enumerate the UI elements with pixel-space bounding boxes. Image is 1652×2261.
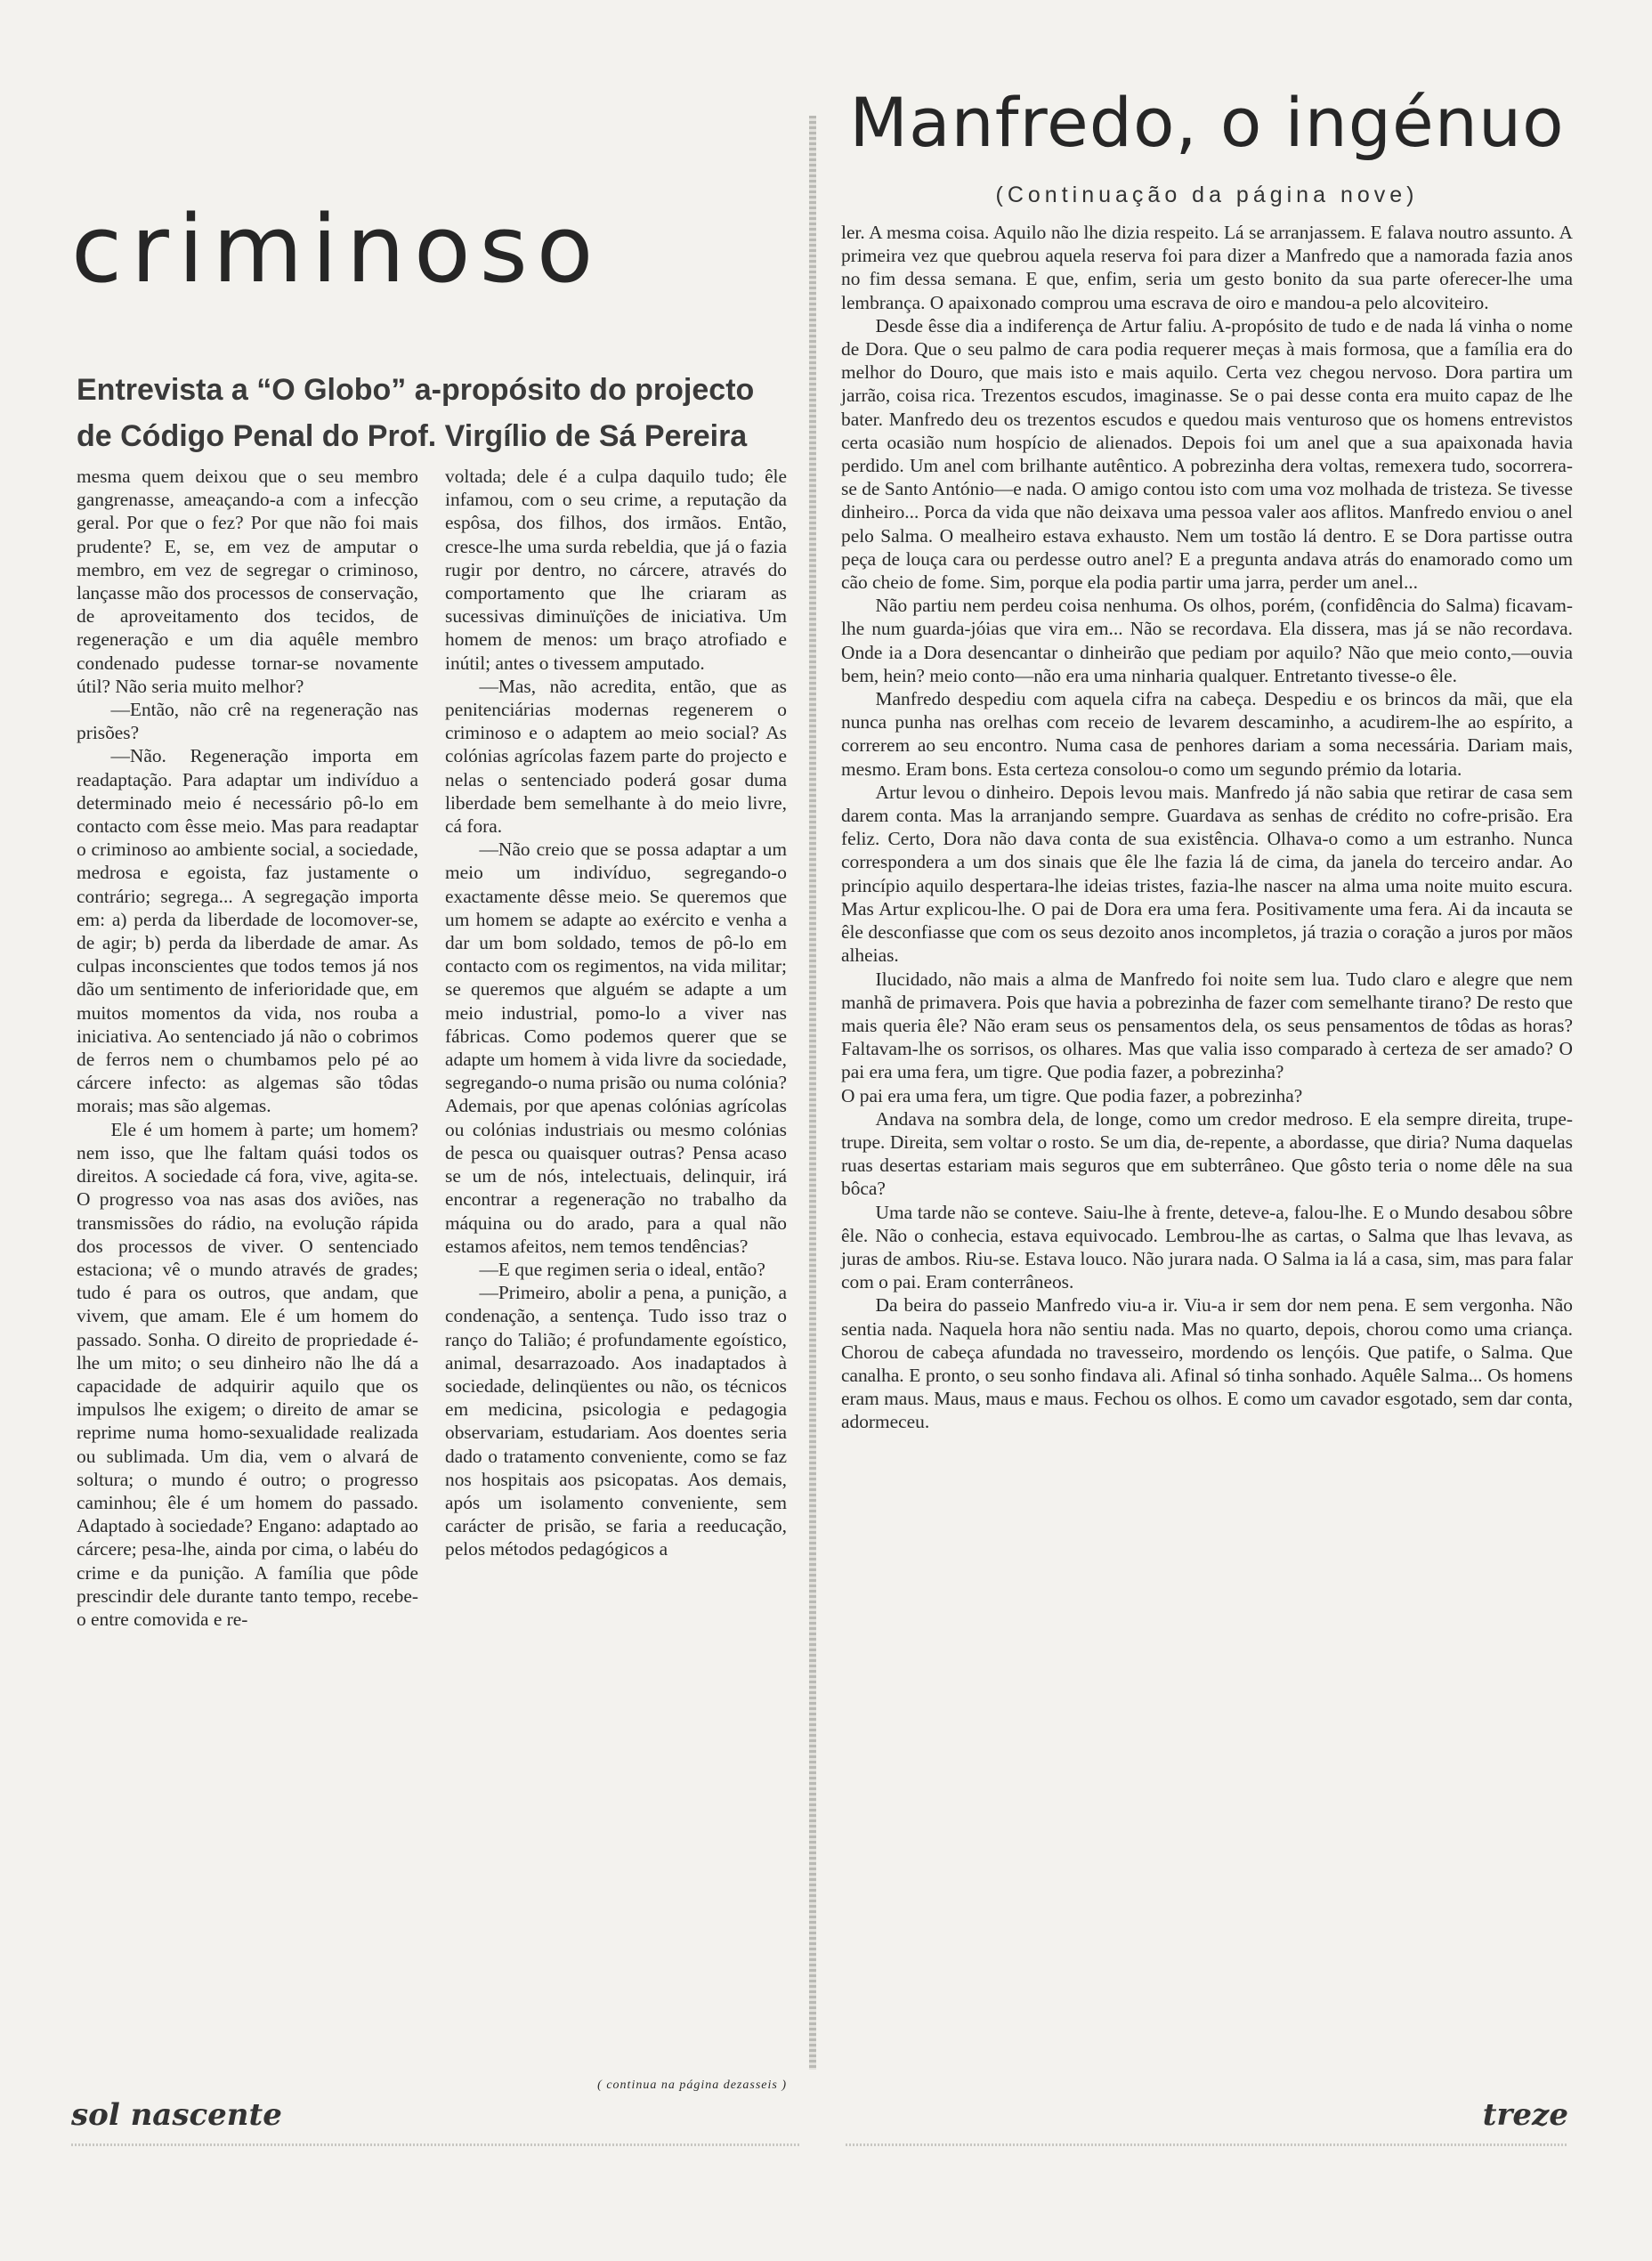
paragraph: Artur levou o dinheiro. Depois levou mais. Manfredo já não sabia que retirar de casa sem darem conta. Mas la arranjando sempre. Guardava as senhas de crédito no cofre-prisão. Era feliz. Certo, Dora não dava conta de sua existência. Olhava-o como a um estranho. Nunca correspondera a um dos sinais que êle lhe fazia lá de cima, da janela do terceiro andar. Ao princípio aquilo despertara-lhe ideias tristes, fazia-lhe nascer na alma uma noite muito escura. Mas Artur explicou-lhe. O pai de Dora era uma fera. Positivamente uma fera. Ai da incauta se êle desconfiasse que com os seus dezoito anos incompletos, já trazia o coração a juros por mãos alheias.	[841, 781, 1573, 967]
paragraph: —Primeiro, abolir a pena, a punição, a condenação, a sentença. Tudo isso traz o ranço do Talião; é profundamente egoístico, animal, desarrazoado. Aos inadaptados à sociedade, delinqüentes ou não, os técnicos em medicina, psicologia e pedagogia observariam, estudariam. Aos doentes seria dado o tratamento conveniente, como se faz nos hospitais aos psicopatas. Aos demais, após um isolamento conveniente, sem carácter de prisão, se faria a reeducação, pelos métodos pedagógicos a	[445, 1282, 787, 1560]
paragraph: Não partiu nem perdeu coisa nenhuma. Os olhos, porém, (confidência do Salma) ficavam-lhe num guarda-jóias que vira em... Não se recordava. Ela dissera, mas já se não recordava. Onde ia a Dora desencantar o dinheirão que pediam por aquilo? Não que meio conto,—ouvia bem, hein? meio conto—não era uma ninharia qualquer. Entretanto tivesse-o êle.	[841, 595, 1573, 686]
footer-page-number: treze	[1482, 2097, 1568, 2133]
paragraph: Ele é um homem à parte; um homem? nem isso, que lhe faltam quási todos os direitos. A sociedade cá fora, vive, agita-se. O progresso voa nas asas dos aviões, nas transmissões do rádio, na evolução rápida dos processos de viver. O sentenciado estaciona; vê o mundo através de grades; tudo é para os outros, que andam, que vivem, que amam. Ele é um homem do passado. Sonha. O direito de propriedade é-lhe um mito; o seu dinheiro não lhe dá a capacidade de adquirir aquilo que os impulsos lhe exigem; o direito de amar se reprime numa homo-sexualidade realizada ou sublimada. Um dia, vem o alvará de soltura; o mundo é outro; o progresso caminhou; êle é um homem do passado. Adaptado à sociedade? Engano: adaptado ao cárcere; pesa-lhe, ainda por cima, o labéu do crime e da punição. A família que pôde prescindir dele durante tanto tempo, recebe-o entre comovida e re-	[77, 1118, 418, 1630]
paragraph: —Não. Regeneração importa em readaptação. Para adaptar um indivíduo a determinado meio é necessário pô-lo em contacto com êsse meio. Mas para readaptar o criminoso ao ambiente social, a sociedade, medrosa e egoista, faz justamente o contrário; segrega... A segregação importa em: a) perda da liberdade de locomover-se, de agir; b) perda da liberdade de amar. As culpas inconscientes que todos temos já nos dão um sentimento de inferioridade que, em muitos momentos da vida, nos rouba a iniciativa. Ao sentenciado já não o cobrimos de ferros nem o chumbamos pelo pé ao cárcere infecto: as algemas são tôdas morais; mas são algemas.	[77, 745, 418, 1117]
footer-publication-name: sol nascente	[71, 2097, 282, 2133]
column-divider	[809, 116, 816, 2070]
article-column-1	[77, 465, 418, 1631]
paragraph: —Então, não crê na regeneração nas prisões?	[77, 699, 418, 744]
footer-rule	[846, 2143, 1568, 2146]
article-title-criminoso: criminoso	[71, 195, 603, 304]
paragraph: —Não creio que se possa adaptar a um meio um indivíduo, segregando-o exactamente dêsse meio. Se queremos que um homem se adapte ao exército e venha a dar um bom soldado, temos de pô-lo em contacto com os regimentos, na vida militar; se queremos que alguém se adapte a um meio industrial, pomo-lo a viver nas fábricas. Como podemos querer que se adapte um homem à vida livre da sociedade, segregando-o numa prisão ou numa colónia? Ademais, por que apenas colónias agrícolas ou colónias industriais ou mesmo colónias de pesca ou quaisquer outras? Pensa acaso se um de nós, intelectuais, delinquir, irá encontrar a regeneração no trabalho da máquina ou do arado, para a qual não estamos afeitos, nem temos tendências?	[445, 839, 787, 1257]
paragraph: Manfredo despediu com aquela cifra na cabeça. Despediu e os brincos da mãi, que ela nunca punha nas orelhas com receio de levarem descaminho, a acudirem-lhe ao espírito, a correrem ao seu encontro. Numa casa de penhores dariam a soma necessária. Dariam mais, mesmo. Eram bons. Esta certeza consolou-o como um segundo prémio da lotaria.	[841, 688, 1573, 780]
continuation-note: ( continua na página dezasseis )	[597, 2079, 787, 2092]
paragraph: —E que regimen seria o ideal, então?	[479, 1258, 765, 1280]
article-column-3	[841, 221, 1573, 1434]
paragraph: voltada; dele é a culpa daquilo tudo; êle infamou, com o seu crime, a reputação da espôsa, dos filhos, dos irmãos. Então, cresce-lhe uma surda rebeldia, que já o fazia rugir por dentro, no cárcere, através do comportamento que lhe criaram as sucessivas diminuïções de iniciativa. Um homem de menos: um braço atrofiado e inútil; antes o tivessem amputado.	[445, 466, 787, 674]
paragraph: Desde êsse dia a indiferença de Artur faliu. A-propósito de tudo e de nada lá vinha o nome de Dora. Que o seu palmo de cara podia requerer meças à mais formosa, que a família era do melhor do Douro, que mais isto e mais aquilo. Certa vez chegou nervoso. Dora partira um jarrão, coisa rica. Trezentos escudos, imaginasse. Se o pai desse conta era muito capaz de lhe bater. Manfredo deu os trezentos escudos e quedou mais venturoso que os homens entrevistos certa ocasião num hospício de alienados. Depois foi um anel que a sua apaixonada havia perdido. Um anel com brilhante autêntico. A pobrezinha dera voltas, remexera tudo, socorrera-se de Santo António—e nada. O amigo contou isto com uma voz molhada de tristeza. Se tivesse dinheiro... Porca da vida que não deixava uma pessoa valer aos aflitos. Manfredo enviou o anel pelo Salma. O mealheiro estava exhausto. Nem um tostão lá dentro. E se Dora partisse outra peça de louça cara ou perdesse outro anel? E a pregunta andava atrás do enamorado como um cão cheio de fome. Sim, porque ela podia partir uma jarra, perder um anel...	[841, 314, 1573, 594]
paragraph: Da beira do passeio Manfredo viu-a ir. Viu-a ir sem dor nem pena. E sem vergonha. Não sentia nada. Naquela hora não sentiu nada. Mas no quarto, depois, chorou como uma criança. Chorou de cabeça afundada no travesseiro, mordendo os lençóis. Que patife, o Salma. Que canalha. E pronto, o seu sonho findava ali. Afinal só tinha sonhado. Aquêle Salma... Os homens eram maus. Maus, maus e maus. Fechou os olhos. E como um cavador esgotado, sem dar conta, adormeceu.	[841, 1294, 1573, 1433]
paragraph: Uma tarde não se conteve. Saiu-lhe à frente, deteve-a, falou-lhe. E o Mundo desabou sôbre êle. Não o conhecia, estava equivocado. Lembrou-lhe as cartas, o Salma que lhas levava, as juras de ambos. Riu-se. Estava louco. Não jurara nada. O Salma ia lá a casa, sim, mas para falar com o pai. Eram conterrâneos.	[841, 1201, 1573, 1293]
article-title-manfredo: Manfredo, o ingénuo	[849, 83, 1565, 162]
footer-rule	[71, 2143, 801, 2146]
paragraph: O pai era uma fera, um tigre. Que podia fazer, a pobrezinha?	[841, 1084, 1303, 1106]
paragraph: ler. A mesma coisa. Aquilo não lhe dizia respeito. Lá se arranjassem. E falava noutro assunto. A primeira vez que quebrou aquela reserva foi para dizer a Manfredo que a namorada fazia anos no fim dessa semana. E que, enfim, seria um gesto bonito da sua parte oferecer-lhe uma lembrança. O apaixonado comprou uma escrava de oiro e mandou-a pelo alcoviteiro.	[841, 222, 1573, 313]
article-subtitle-continuation: (Continuação da página nove)	[995, 182, 1419, 207]
paragraph: mesma quem deixou que o seu membro gangrenasse, ameaçando-a com a infecção geral. Por que o fez? Por que não foi mais prudente? E, se, em vez de amputar o membro, em vez de segregar o criminoso, lançasse mão dos processos de conservação, de aproveitamento dos tecidos, de regeneração e um dia aquêle membro condenado pudesse tornar-se novamente útil? Não seria muito melhor?	[77, 466, 418, 697]
paragraph: —Mas, não acredita, então, que as penitenciárias modernas regenerem o criminoso e o adaptem ao meio social? As colónias agrícolas fazem parte do projecto e nelas o sentenciado poderá gosar duma liberdade bem semelhante à do meio livre, cá fora.	[445, 675, 787, 838]
article-subtitle: Entrevista a “O Globo” a-propósito do projecto de Código Penal do Prof. Virgílio de Sá Pereira	[77, 373, 755, 453]
article-column-2	[445, 465, 787, 1561]
paragraph: Ilucidado, não mais a alma de Manfredo foi noite sem lua. Tudo claro e alegre que nem manhã de primavera. Pois que havia a pobrezinha de fazer com semelhante tirano? De resto que mais queria êle? Não eram seus os pensamentos dela, os seus pensamentos de tôdas as horas? Faltavam-lhe os sorrisos, os olhares. Mas que valia isso comparado à certeza de ser amado? O pai era uma fera, um tigre. Que podia fazer, a pobrezinha?	[841, 968, 1573, 1083]
paragraph: Andava na sombra dela, de longe, como um credor medroso. E ela sempre direita, trupe-trupe. Direita, sem voltar o rosto. Se um dia, de-repente, a abordasse, que diria? Numa daquelas ruas desertas estariam mais seguros que em subterrâneo. Que gôsto teria o nome dêle na sua bôca?	[841, 1107, 1573, 1200]
